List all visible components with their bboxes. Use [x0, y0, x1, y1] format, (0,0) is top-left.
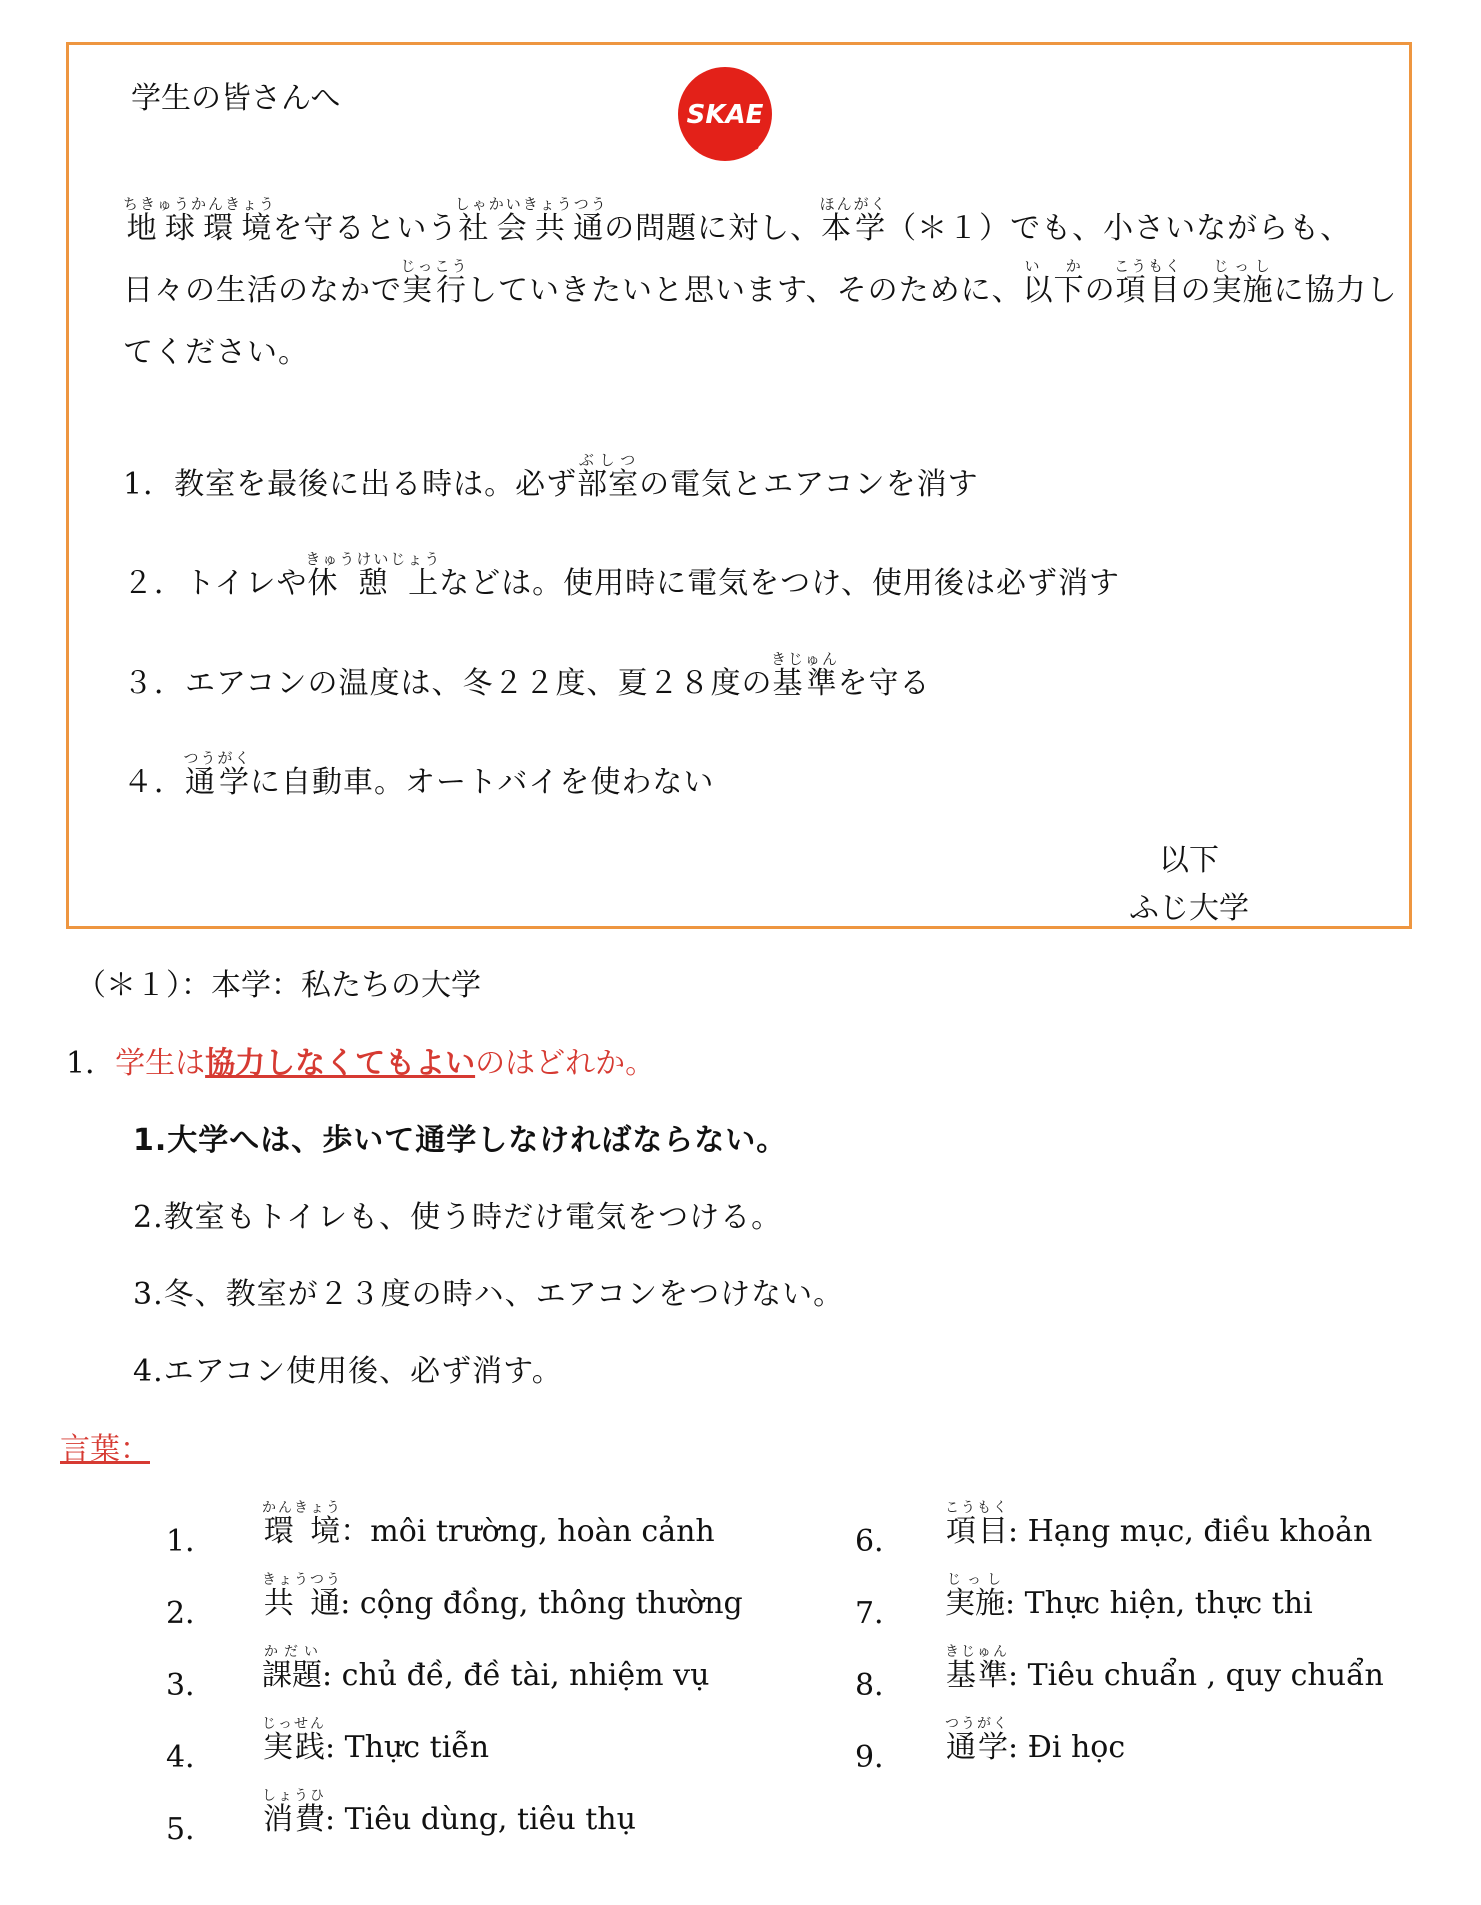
- question: 1．学生は協力しなくてもよいのはどれか。: [66, 1046, 656, 1081]
- logo-text: SKAE: [686, 100, 764, 130]
- option-4[interactable]: 4.エアコン使用後、必ず消す。: [133, 1354, 563, 1389]
- vocab-entry: 基準きじゅん: Tiêu chuẩn , quy chuẩn: [945, 1644, 1384, 1693]
- vocab-number: 1．: [166, 1524, 216, 1559]
- question-text: 学生は: [115, 1046, 206, 1081]
- vocab-title: 言葉：: [60, 1432, 150, 1467]
- option-2[interactable]: 2.教室もトイレも、使う時だけ電気をつける。: [133, 1200, 783, 1235]
- vocab-number: 4．: [166, 1740, 216, 1775]
- vocab-entry: 実践じっせん: Thực tiễn: [262, 1716, 490, 1765]
- rule-item-2: ２．トイレや休 憩 上きゅうけいじょうなどは。使用時に電気をつけ、使用後は必ず消す: [123, 550, 1120, 601]
- option-1[interactable]: 1.大学へは、歩いて通学しなければならない。: [133, 1123, 788, 1158]
- vocab-entry: 項目こうもく: Hạng mục, điều khoản: [945, 1500, 1373, 1549]
- vocab-entry: 通学つうがく: Đi học: [945, 1716, 1126, 1765]
- footnote: （＊１）：本学：私たちの大学: [76, 968, 481, 1003]
- vocab-entry: 共 通きょうつう: cộng đồng, thông thường: [262, 1572, 743, 1621]
- closing: 以下: [1159, 843, 1219, 878]
- vocab-number: 3．: [166, 1668, 216, 1703]
- question-emphasis: 協力しなくてもよい: [205, 1046, 476, 1081]
- skae-logo: [676, 65, 774, 163]
- signature: ふじ大学: [1129, 891, 1249, 926]
- vocab-entry: 消費しょうひ: Tiêu dùng, tiêu thụ: [262, 1788, 636, 1837]
- vocab-number: 2．: [166, 1596, 216, 1631]
- question-number: 1．: [66, 1046, 116, 1081]
- rule-item-1: 1．教室を最後に出る時は。必ず部室ぶしつの電気とエアコンを消す: [123, 451, 979, 502]
- vocab-number: 9．: [855, 1740, 905, 1775]
- rule-item-4: ４．通学つうがくに自動車。オートバイを使わない: [123, 749, 715, 800]
- option-3[interactable]: 3.冬、教室が２３度の時ハ、エアコンをつけない。: [133, 1277, 845, 1312]
- notice-box: [66, 42, 1412, 929]
- vocab-entry: 環 境かんきょう：môi trường, hoàn cảnh: [262, 1500, 715, 1549]
- vocab-number: 5．: [166, 1812, 216, 1847]
- vocab-entry: 課題かだい: chủ đề, đề tài, nhiệm vụ: [262, 1644, 710, 1693]
- vocab-number: 6．: [855, 1524, 905, 1559]
- vocab-entry: 実施じっし: Thực hiện, thực thi: [945, 1572, 1313, 1621]
- vocab-number: 8．: [855, 1668, 905, 1703]
- rule-item-3: ３．エアコンの温度は、冬２２度、夏２８度の基準きじゅんを守る: [123, 650, 931, 701]
- vocab-number: 7．: [855, 1596, 905, 1631]
- greeting: 学生の皆さんへ: [131, 81, 341, 116]
- intro-paragraph: 地球環境ちきゅうかんきょうを守るという社会共通しゃかいきょうつうの問題に対し、本学ほんがく（＊１）でも、小さいながらも、日々の生活のなかで実行じっこうしていきたいと思います、そのために、以下い かの項目こうもくの実施じっしに協力してください。: [123, 195, 1398, 370]
